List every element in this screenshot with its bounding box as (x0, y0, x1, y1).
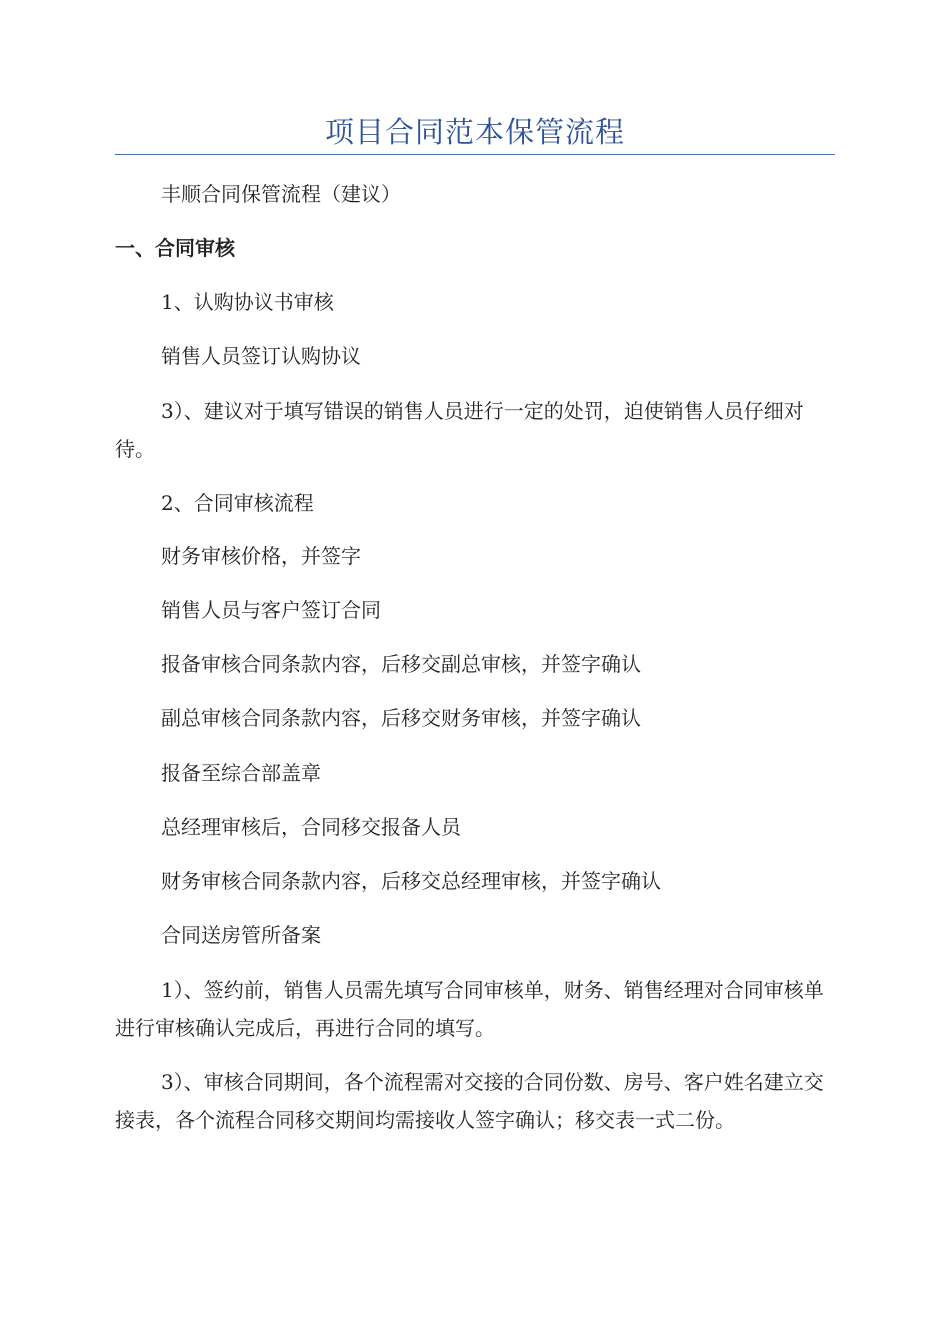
paragraph: 销售人员签订认购协议 (161, 344, 361, 368)
section-heading: 一、合同审核 (115, 236, 235, 260)
paragraph: 报备审核合同条款内容，后移交副总审核，并签字确认 (161, 652, 641, 676)
paragraph: 合同送房管所备案 (161, 923, 321, 947)
paragraph: 2、合同审核流程 (161, 491, 314, 515)
paragraph: 销售人员与客户签订合同 (161, 598, 381, 622)
paragraph: 1、认购协议书审核 (161, 290, 334, 314)
subtitle-paragraph: 丰顺合同保管流程（建议） (161, 182, 401, 206)
paragraph: 1）、签约前，销售人员需先填写合同审核单，财务、销售经理对合同审核单进行审核确认完成后，再进行合同的填写。 (115, 978, 824, 1040)
paragraph: 报备至综合部盖章 (161, 761, 321, 785)
paragraph: 总经理审核后，合同移交报备人员 (161, 815, 461, 839)
document-title: 项目合同范本保管流程 (324, 115, 625, 149)
paragraph: 财务审核合同条款内容，后移交总经理审核，并签字确认 (161, 869, 661, 893)
paragraph: 3）、建议对于填写错误的销售人员进行一定的处罚，迫使销售人员仔细对待。 (115, 399, 804, 461)
paragraph: 财务审核价格，并签字 (161, 544, 361, 568)
paragraph: 副总审核合同条款内容，后移交财务审核，并签字确认 (161, 706, 641, 730)
paragraph: 3）、审核合同期间，各个流程需对交接的合同份数、房号、客户姓名建立交接表，各个流程合同移交期间均需接收人签字确认；移交表一式二份。 (115, 1070, 824, 1132)
title-underline (115, 154, 835, 155)
